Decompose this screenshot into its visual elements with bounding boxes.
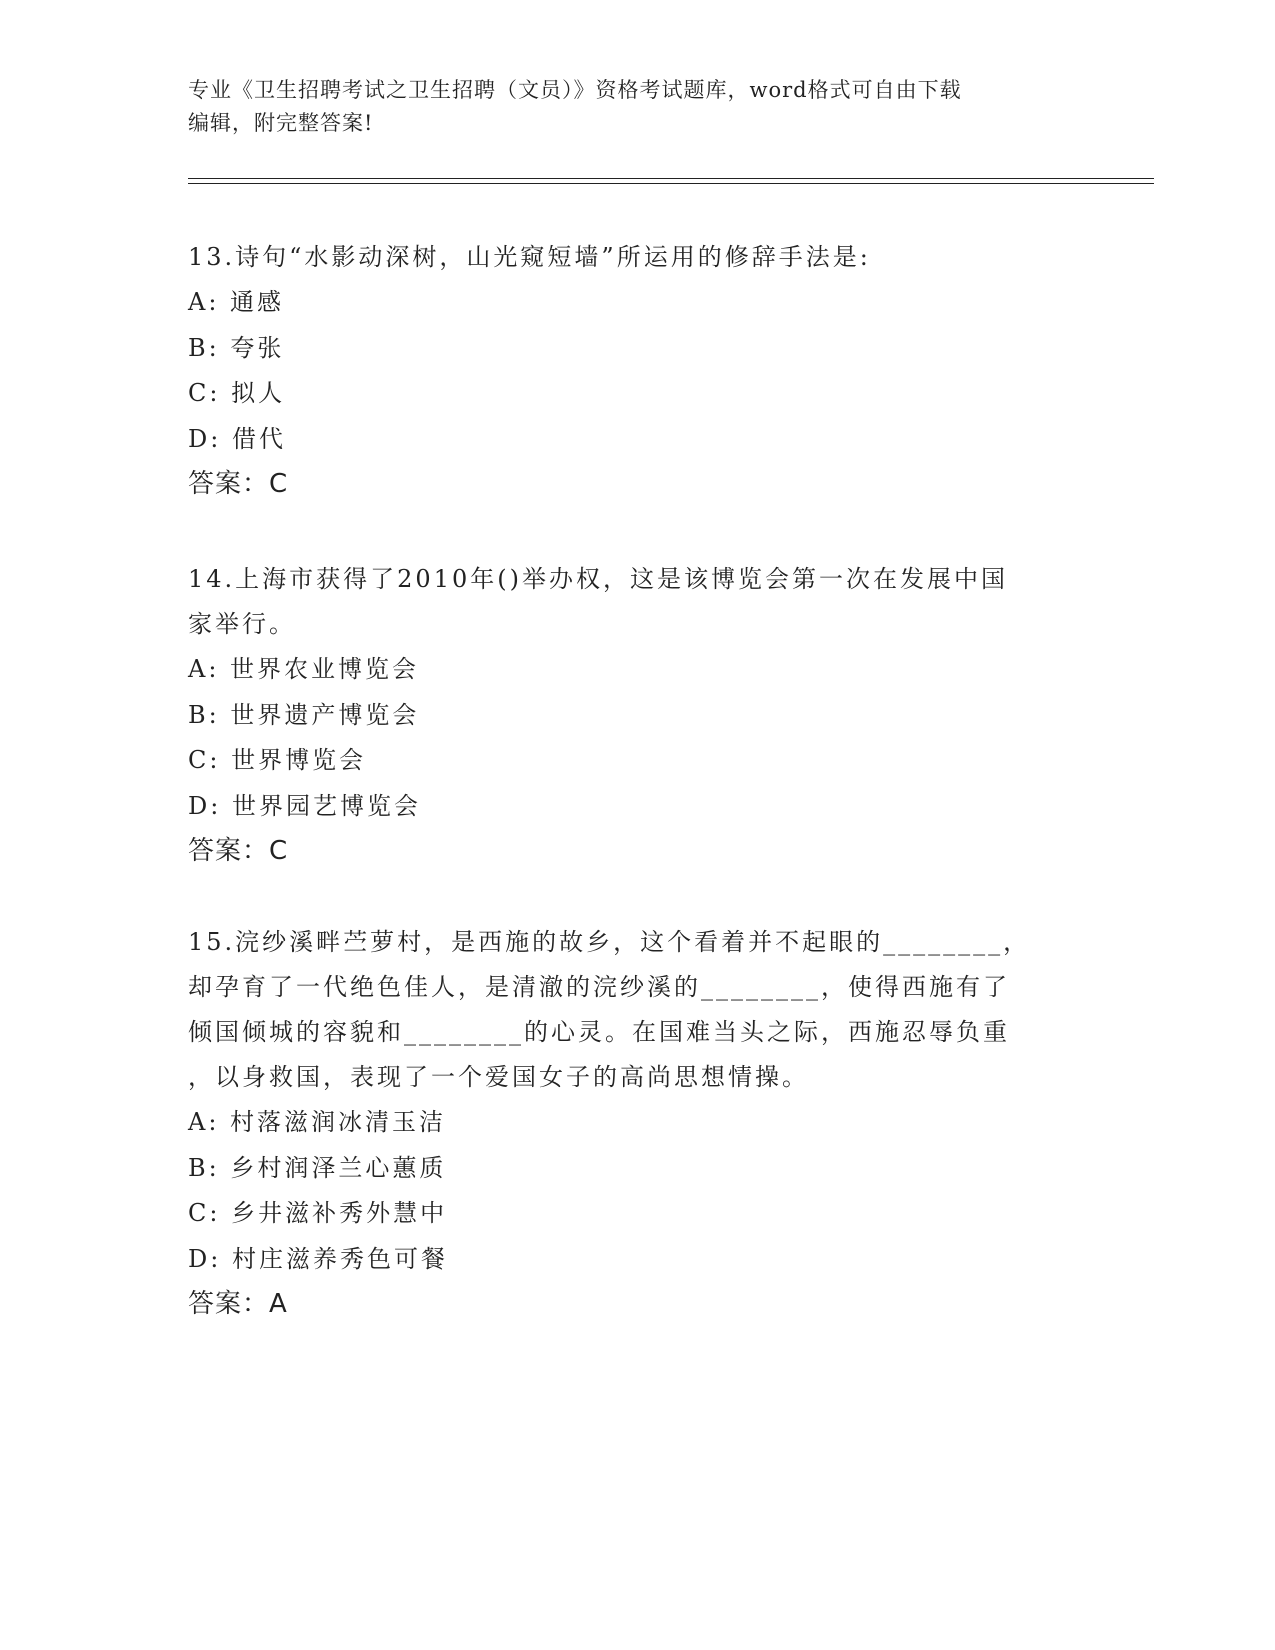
option-c: C: 拟人: [188, 379, 286, 407]
question-stem: 14.上海市获得了2010年()举办权，这是该博览会第一次在发展中国: [188, 565, 1008, 593]
answer: 答案：C: [188, 469, 289, 499]
header-line-1: 专业《卫生招聘考试之卫生招聘（文员）》资格考试题库，word格式可自由下载: [188, 78, 962, 102]
question-stem: ，以身救国，表现了一个爱国女子的高尚思想情操。: [188, 1063, 809, 1091]
option-d: D: 借代: [188, 424, 286, 453]
option-b: B: 夸张: [188, 333, 285, 362]
option-c: C: 乡井滋补秀外慧中: [188, 1199, 448, 1227]
answer: 答案：C: [188, 836, 289, 866]
option-d: D: 世界园艺博览会: [188, 791, 421, 820]
option-c: C: 世界博览会: [188, 746, 367, 774]
question-stem: 倾国倾城的容貌和________的心灵。在国难当头之际，西施忍辱负重: [188, 1018, 1010, 1046]
header-divider-bottom: [188, 183, 1154, 184]
answer: 答案：A: [188, 1289, 288, 1319]
option-d: D: 村庄滋养秀色可餐: [188, 1244, 448, 1273]
question-stem: 15.浣纱溪畔苎萝村，是西施的故乡，这个看着并不起眼的________，: [188, 928, 1031, 956]
question-stem: 却孕育了一代绝色佳人，是清澈的浣纱溪的________，使得西施有了: [188, 973, 1010, 1001]
header-divider-top: [188, 178, 1154, 179]
document-header: [188, 74, 1068, 140]
question-14: [188, 557, 1068, 874]
option-b: B: 世界遗产博览会: [188, 700, 420, 729]
option-b: B: 乡村润泽兰心蕙质: [188, 1153, 447, 1182]
question-stem: 13.诗句“水影动深树，山光窥短墙”所运用的修辞手法是:: [188, 243, 871, 271]
question-15: [188, 920, 1068, 1327]
question-stem: 家举行。: [188, 610, 296, 638]
option-a: A: 通感: [188, 288, 285, 316]
option-a: A: 村落滋润冰清玉洁: [188, 1108, 447, 1136]
option-a: A: 世界农业博览会: [188, 655, 420, 683]
header-line-2: 编辑，附完整答案!: [188, 111, 374, 135]
question-13: [188, 235, 1068, 507]
